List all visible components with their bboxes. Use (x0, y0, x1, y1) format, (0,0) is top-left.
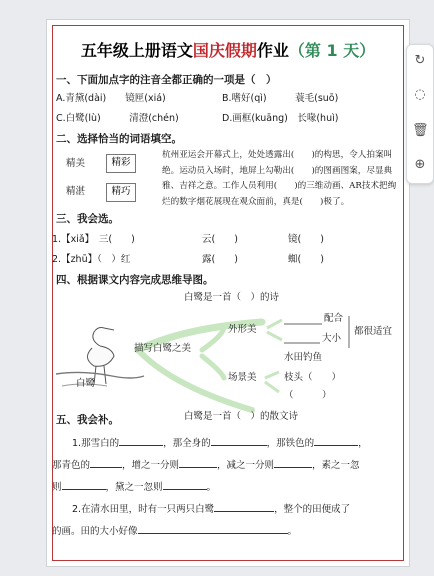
map-bottom-label: 白鹭是一首（ ）的散文诗 (184, 411, 299, 422)
section-1-heading: 一、下面加点字的注音全都正确的一项是（ ） (56, 74, 277, 86)
map-top-label: 白鹭是一首（ ）的诗 (184, 292, 280, 303)
blank[interactable] (90, 456, 122, 468)
word-jingzhan: 精湛 (66, 186, 86, 197)
branch-changjing-sub (265, 372, 279, 392)
title-part1: 五年级上册语文 (80, 41, 193, 60)
page-title (58, 38, 398, 61)
map-waimei: 外形美 (228, 324, 257, 335)
side-toolbar (406, 44, 434, 184)
word-jingmei: 精美 (66, 158, 86, 169)
add-icon[interactable]: ⊕ (414, 157, 426, 172)
map-paren: （ ） (284, 390, 332, 401)
trash-icon[interactable]: 🗑 (412, 123, 429, 138)
map-shuitian: 水田钓鱼 (284, 352, 323, 363)
blank[interactable] (314, 434, 358, 446)
l1d: ， (358, 438, 368, 449)
l1a: 1.那雪白的 (72, 438, 120, 449)
row1-c: 镜( ) (288, 234, 324, 245)
l2d: ，素之一忽 (312, 460, 360, 471)
title-part3: 作业 (256, 41, 289, 60)
row1-a: 1.【xiǎ】 三( ) (52, 234, 135, 245)
rotate-icon[interactable]: ↻ (414, 53, 426, 68)
row2-b: 露( ) (202, 254, 238, 265)
mind-map (52, 286, 402, 421)
word-box-jingqiao (106, 183, 136, 202)
option-a: A.青黛(dài) 镜匣(xiá) (56, 93, 166, 104)
blank[interactable] (62, 478, 106, 490)
section-4-heading: 四、根据课文内容完成思维导图。 (56, 274, 214, 286)
blank[interactable] (119, 434, 163, 446)
branch-waimei-sub (267, 320, 282, 340)
l3a: 则 (52, 482, 62, 493)
fill-line-5 (52, 519, 390, 544)
l2c: ，减之一分则 (217, 460, 275, 471)
egret-icon (56, 328, 144, 387)
section-3-heading: 三、我会选。 (56, 213, 119, 225)
section-5-heading: 五、我会补。 (56, 414, 119, 426)
map-changjing: 场景美 (228, 372, 257, 383)
option-d: D.画框(kuāng) 长喙(huì) (222, 113, 339, 124)
blank[interactable] (211, 434, 267, 446)
fill-paragraph: 杭州亚运会开幕式上，处处透露出( )的构思，令人拍案叫绝。运动员入场时，地屏上勾勒出( )的图画图案，尽显典雅、吉祥之意。工作人员利用( )的三维动画、AR技术把绚烂的数字烟花展现在观众面前，真是( )极了。 (162, 150, 397, 207)
map-zhitou: 枝头（ ） (284, 372, 342, 383)
title-part2: 国庆假期 (192, 41, 257, 60)
l1c: ，那铁色的 (266, 438, 315, 449)
option-c: C.白鹭(lù) 清澄(chén) (56, 113, 179, 124)
l5a: 的画。田的大小好像 (52, 526, 138, 537)
l2a: 那青色的 (52, 460, 91, 471)
blank[interactable] (274, 456, 312, 468)
section-2-heading: 二、选择恰当的词语填空。 (56, 133, 182, 145)
blank[interactable] (179, 456, 217, 468)
blank[interactable] (138, 522, 288, 534)
option-b: B.嗜好(qì) 蓑毛(suō) (222, 93, 339, 104)
blank[interactable] (163, 478, 207, 490)
l4b: ，整个的田便成了 (274, 504, 351, 515)
l3b: ，黛之一忽则 (105, 482, 163, 493)
row1-b: 云( ) (202, 234, 238, 245)
word-box-jingcai (106, 154, 136, 173)
l2b: ，增之一分则 (122, 460, 180, 471)
row2-c: 蜘( ) (288, 254, 324, 265)
l1b: ，那全身的 (163, 438, 211, 449)
row2-a: 2.【zhū】（ ）红 (52, 254, 131, 265)
word-jingcai: 精彩 (111, 157, 131, 168)
map-daxiao: 大小 (322, 333, 342, 344)
l4a: 2.在清水田里，时有一只两只白鹭 (72, 504, 215, 515)
title-part4: （第 1 天） (288, 41, 376, 60)
branch-changjing (202, 356, 224, 378)
map-left-label: 描写白鹭之美 (134, 343, 192, 354)
blank[interactable] (214, 500, 274, 512)
lasso-icon[interactable]: ◌ (414, 87, 426, 102)
l5b: 。 (287, 526, 298, 537)
l3c: 。 (206, 482, 217, 493)
word-jingqiao: 精巧 (111, 186, 131, 197)
map-bird-label: 白鹭 (76, 378, 96, 389)
map-peihe: 配合 (324, 313, 344, 324)
map-dou: 都很适宜 (354, 326, 393, 337)
